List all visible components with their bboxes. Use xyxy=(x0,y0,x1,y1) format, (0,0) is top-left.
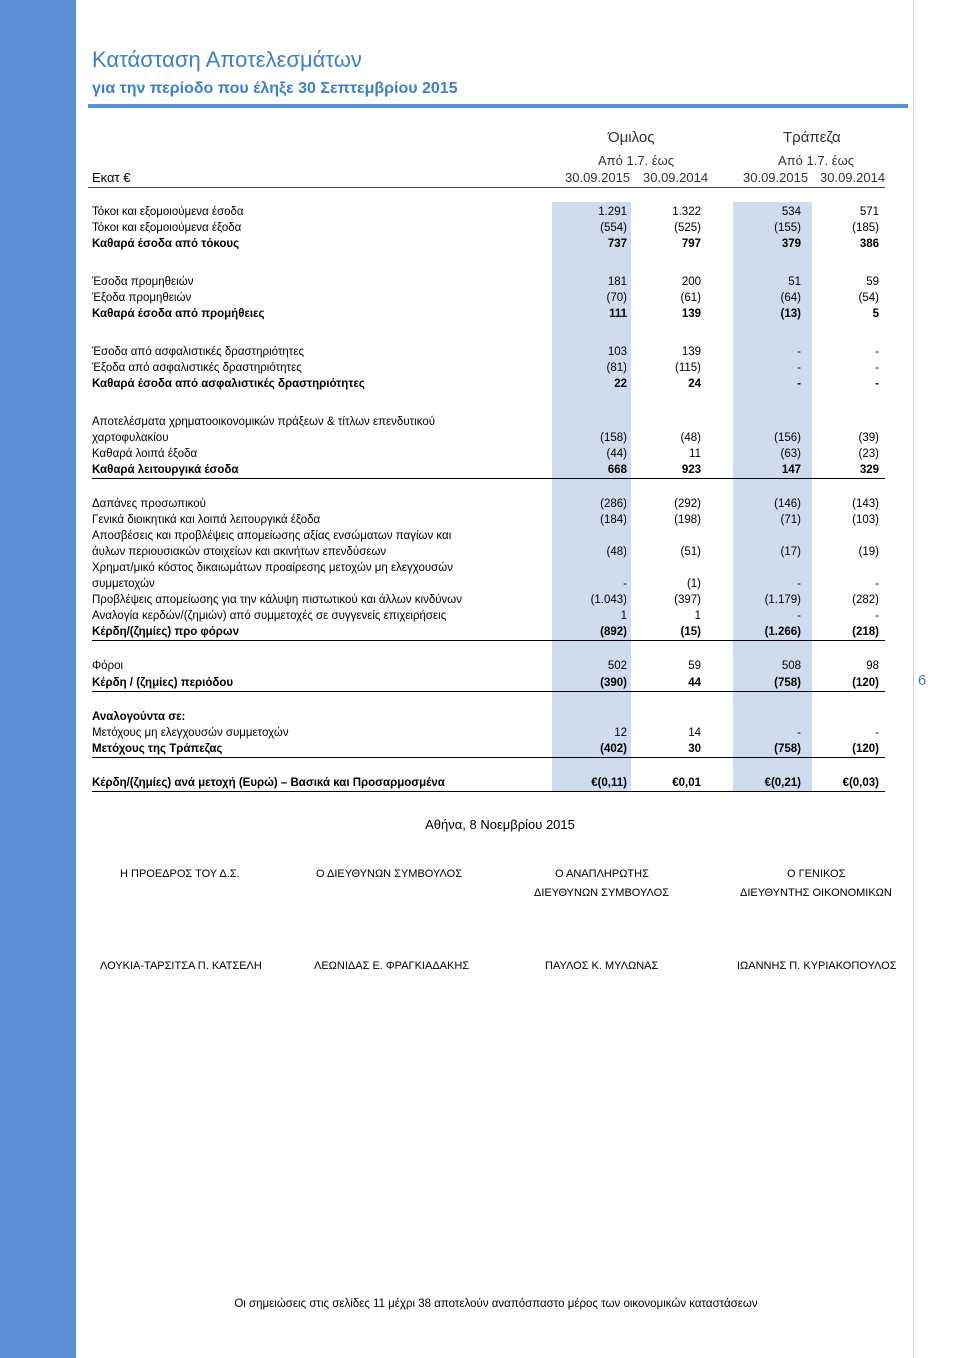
signatory-4-title: Ο ΓΕΝΙΚΟΣ xyxy=(787,868,846,880)
row-value-col-2: 11 xyxy=(689,448,701,460)
row-value-col-3: (758) xyxy=(774,677,801,689)
row-value-col-2: 59 xyxy=(688,660,701,672)
row-label: Χρηματ/μικό κόστος δικαιωμάτων προαίρεσης μετοχών μη ελεγχουσών xyxy=(92,562,453,574)
row-value-col-3: 51 xyxy=(788,276,801,288)
date-col-2: 30.09.2014 xyxy=(643,170,709,185)
table-row xyxy=(92,675,885,692)
table-row xyxy=(92,658,885,674)
date-col-3: 30.09.2015 xyxy=(743,170,809,185)
row-label: Έσοδα προμηθειών xyxy=(92,276,194,288)
row-value-col-2: (397) xyxy=(674,594,701,606)
signatory-2-name: ΛΕΩΝΙΔΑΣ Ε. ΦΡΑΓΚΙΑΔΑΚΗΣ xyxy=(314,960,470,972)
bank-period-label: Από 1.7. έως xyxy=(778,153,854,168)
row-value-col-3: (63) xyxy=(780,448,801,460)
row-label: Καθαρά λειτουργικά έσοδα xyxy=(92,464,239,476)
row-value-col-1: (892) xyxy=(600,626,627,638)
row-value-col-1: (70) xyxy=(606,292,627,304)
row-value-col-4: 571 xyxy=(859,206,879,218)
row-value-col-1: (402) xyxy=(600,743,627,755)
row-value-col-1: 1.291 xyxy=(598,206,627,218)
row-value-col-4: 5 xyxy=(872,308,879,320)
page-number: 6 xyxy=(918,672,927,689)
table-row xyxy=(92,430,885,446)
table-row xyxy=(92,592,885,608)
row-value-col-4: - xyxy=(875,727,879,739)
table-row xyxy=(92,360,885,376)
row-value-col-3: 147 xyxy=(781,464,801,476)
row-value-col-1: 103 xyxy=(607,346,627,358)
table-row xyxy=(92,414,885,430)
row-label: Τόκοι και εξομοιούμενα έξοδα xyxy=(92,222,242,234)
row-value-col-1: (1.043) xyxy=(590,594,627,606)
page-subtitle: για την περίοδο που έληξε 30 Σεπτεμβρίου 2015 xyxy=(92,80,458,97)
row-value-col-1: (158) xyxy=(600,432,627,444)
table-row xyxy=(92,236,885,252)
row-value-col-2: (48) xyxy=(680,432,701,444)
row-value-col-4: 59 xyxy=(866,276,879,288)
row-value-col-3: (1.266) xyxy=(764,626,801,638)
row-value-col-3: (1.179) xyxy=(764,594,801,606)
row-value-col-4: €(0,03) xyxy=(842,777,879,789)
row-value-col-3: 534 xyxy=(781,206,801,218)
row-label: Αναλογούντα σε: xyxy=(92,711,186,723)
row-label: Κέρδη/(ζημίες) προ φόρων xyxy=(92,626,239,638)
row-value-col-4: - xyxy=(875,362,879,374)
signatory-4-name: ΙΩΑΝΝΗΣ Π. ΚΥΡΙΑΚΟΠΟΥΛΟΣ xyxy=(737,960,897,972)
row-value-col-3: (13) xyxy=(780,308,801,320)
row-value-col-1: 737 xyxy=(607,238,627,250)
row-value-col-4: (120) xyxy=(852,743,879,755)
table-row xyxy=(92,608,885,624)
row-value-col-2: (525) xyxy=(674,222,701,234)
table-row xyxy=(92,376,885,392)
row-value-col-1: 22 xyxy=(614,378,627,390)
row-label: άυλων περιουσιακών στοιχείων και ακινήτων επενδύσεων xyxy=(92,546,387,558)
row-value-col-2: 139 xyxy=(681,346,701,358)
row-label: Καθαρά λοιπά έξοδα xyxy=(92,448,198,460)
row-value-col-1: (184) xyxy=(600,514,627,526)
row-label: Γενικά διοικητικά και λοιπά λειτουργικά έξοδα xyxy=(92,514,321,526)
row-label: Φόροι xyxy=(92,660,124,672)
row-value-col-2: 30 xyxy=(688,743,701,755)
row-value-col-2: 923 xyxy=(681,464,701,476)
row-label: Καθαρά έσοδα από τόκους xyxy=(92,238,240,250)
row-label: Τόκοι και εξομοιούμενα έσοδα xyxy=(92,206,244,218)
table-row xyxy=(92,462,885,479)
table-row xyxy=(92,741,885,758)
row-label: Μετόχους μη ελεγχουσών συμμετοχών xyxy=(92,727,289,739)
table-row xyxy=(92,775,885,792)
row-value-col-4: (282) xyxy=(852,594,879,606)
table-row xyxy=(92,512,885,528)
table-row xyxy=(92,290,885,306)
row-label: Έξοδα από ασφαλιστικές δραστηριότητες xyxy=(92,362,302,374)
signatory-1-title: Η ΠΡΟΕΔΡΟΣ ΤΟΥ Δ.Σ. xyxy=(120,868,240,880)
row-value-col-1: 181 xyxy=(607,276,627,288)
row-label: Έσοδα από ασφαλιστικές δραστηριότητες xyxy=(92,346,305,358)
row-label: Δαπάνες προσωπικού xyxy=(92,498,206,510)
row-value-col-3: 379 xyxy=(781,238,801,250)
bank-header: Τράπεζα xyxy=(783,129,841,146)
row-value-col-1: 668 xyxy=(607,464,627,476)
row-value-col-3: (155) xyxy=(774,222,801,234)
group-header: Όμιλος xyxy=(608,129,655,146)
row-value-col-1: - xyxy=(623,578,627,590)
row-value-col-4: - xyxy=(875,578,879,590)
row-value-col-3: - xyxy=(797,346,801,358)
signatory-4-title-line2: ΔΙΕΥΘΥΝΤΗΣ ΟΙΚΟΝΟΜΙΚΩΝ xyxy=(740,887,892,899)
sidebar-band xyxy=(0,0,76,1358)
row-value-col-3: €(0,21) xyxy=(764,777,801,789)
row-value-col-2: (15) xyxy=(680,626,701,638)
row-value-col-2: (292) xyxy=(674,498,701,510)
row-value-col-4: - xyxy=(875,346,879,358)
table-row xyxy=(92,446,885,462)
row-value-col-3: (17) xyxy=(780,546,801,558)
row-value-col-1: €(0,11) xyxy=(591,777,627,789)
table-row xyxy=(92,344,885,360)
signatory-3-title: Ο ΑΝΑΠΛΗΡΩΤΗΣ xyxy=(555,868,649,880)
row-value-col-1: (48) xyxy=(606,546,627,558)
row-value-col-2: 14 xyxy=(688,727,701,739)
row-value-col-2: 44 xyxy=(688,677,701,689)
row-label: Κέρδη/(ζημίες) ανά μετοχή (Ευρώ) – Βασικά και Προσαρμοσμένα xyxy=(92,777,445,789)
row-label: συμμετοχών xyxy=(92,578,155,590)
row-value-col-3: (156) xyxy=(774,432,801,444)
date-col-1: 30.09.2015 xyxy=(565,170,631,185)
page-title: Κατάσταση Αποτελεσμάτων xyxy=(92,47,362,72)
row-value-col-1: 502 xyxy=(607,660,627,672)
table-row xyxy=(92,220,885,236)
row-value-col-3: (64) xyxy=(780,292,801,304)
table-row xyxy=(92,274,885,290)
table-row xyxy=(92,204,885,220)
title-divider xyxy=(88,104,908,108)
group-period-label: Από 1.7. έως xyxy=(598,153,674,168)
row-value-col-2: (115) xyxy=(675,362,701,374)
row-value-col-2: 200 xyxy=(681,276,701,288)
row-label: Αποσβέσεις και προβλέψεις απομείωσης αξίας ενσώματων παγίων και xyxy=(92,530,452,542)
table-row xyxy=(92,709,885,725)
row-value-col-2: 1.322 xyxy=(672,206,701,218)
row-value-col-3: 508 xyxy=(781,660,801,672)
row-label: Μετόχους της Τράπεζας xyxy=(92,743,223,755)
signature-date: Αθήνα, 8 Νοεμβρίου 2015 xyxy=(425,817,575,832)
row-value-col-3: - xyxy=(797,578,801,590)
row-value-col-4: (39) xyxy=(858,432,879,444)
row-value-col-2: (198) xyxy=(674,514,701,526)
row-value-col-1: (286) xyxy=(600,498,627,510)
row-value-col-4: (19) xyxy=(858,546,879,558)
row-label: Κέρδη / (ζημίες) περιόδου xyxy=(92,677,234,689)
row-value-col-4: 329 xyxy=(859,464,879,476)
row-value-col-3: - xyxy=(797,610,801,622)
row-value-col-2: 1 xyxy=(694,610,701,622)
table-row xyxy=(92,496,885,512)
table-row xyxy=(92,544,885,560)
signatory-1-name: ΛΟΥΚΙΑ-ΤΑΡΣΙΤΣΑ Π. ΚΑΤΣΕΛΗ xyxy=(100,960,262,972)
row-value-col-2: 139 xyxy=(681,308,701,320)
row-value-col-1: 1 xyxy=(620,610,627,622)
row-label: Αναλογία κερδών/(ζημιών) από συμμετοχές σε συγγενείς επιχειρήσεις xyxy=(92,610,447,622)
row-value-col-4: 98 xyxy=(866,660,879,672)
row-value-col-4: (23) xyxy=(858,448,879,460)
date-col-4: 30.09.2014 xyxy=(820,170,886,185)
row-value-col-2: 24 xyxy=(688,378,701,390)
footer-note: Οι σημειώσεις στις σελίδες 11 μέχρι 38 αποτελούν αναπόσπαστο μέρος των οικονομικών καταστάσεων xyxy=(234,1298,758,1310)
row-value-col-1: (554) xyxy=(600,222,627,234)
table-row xyxy=(92,624,885,641)
row-value-col-4: 386 xyxy=(859,238,879,250)
row-label: Προβλέψεις απομείωσης για την κάλυψη πιστωτικού και άλλων κινδύνων xyxy=(92,594,463,606)
row-value-col-2: (51) xyxy=(680,546,701,558)
row-label: Καθαρά έσοδα από προμήθειες xyxy=(92,308,265,320)
signatory-3-name: ΠΑΥΛΟΣ Κ. ΜΥΛΩΝΑΣ xyxy=(545,960,659,972)
row-value-col-4: - xyxy=(875,378,879,390)
table-row xyxy=(92,560,885,576)
row-value-col-3: - xyxy=(797,727,801,739)
page-edge-line xyxy=(913,0,914,1358)
row-label: χαρτοφυλακίου xyxy=(92,432,169,444)
row-value-col-1: (44) xyxy=(606,448,627,460)
unit-label: Εκατ € xyxy=(92,170,131,185)
row-value-col-1: (390) xyxy=(600,677,627,689)
row-value-col-4: (218) xyxy=(852,626,879,638)
table-row xyxy=(92,528,885,544)
row-label: Καθαρά έσοδα από ασφαλιστικές δραστηριότητες xyxy=(92,378,365,390)
row-value-col-3: (71) xyxy=(780,514,801,526)
row-value-col-3: (758) xyxy=(774,743,801,755)
row-label: Έξοδα προμηθειών xyxy=(92,292,192,304)
signatory-3-title-line2: ΔΙΕΥΘΥΝΩΝ ΣΥΜΒΟΥΛΟΣ xyxy=(534,887,669,899)
row-value-col-1: 12 xyxy=(614,727,627,739)
row-value-col-3: - xyxy=(797,362,801,374)
row-value-col-1: (81) xyxy=(606,362,627,374)
row-value-col-2: 797 xyxy=(681,238,701,250)
row-value-col-4: (54) xyxy=(858,292,879,304)
row-value-col-2: €0,01 xyxy=(672,777,701,789)
table-row xyxy=(92,576,885,592)
row-value-col-2: (61) xyxy=(680,292,701,304)
row-value-col-4: (120) xyxy=(852,677,879,689)
row-value-col-2: (1) xyxy=(686,578,701,590)
row-label: Αποτελέσματα χρηματοοικονομικών πράξεων & τίτλων επενδυτικού xyxy=(92,416,436,428)
row-value-col-4: (103) xyxy=(852,514,879,526)
row-value-col-3: (146) xyxy=(774,498,801,510)
row-value-col-3: - xyxy=(797,378,801,390)
signatory-2-title: Ο ΔΙΕΥΘΥΝΩΝ ΣΥΜΒΟΥΛΟΣ xyxy=(316,868,463,880)
row-value-col-4: (185) xyxy=(852,222,879,234)
row-value-col-4: - xyxy=(875,610,879,622)
header-divider xyxy=(88,187,885,188)
row-value-col-4: (143) xyxy=(852,498,879,510)
table-row xyxy=(92,725,885,741)
table-row xyxy=(92,306,885,322)
row-value-col-1: 111 xyxy=(609,308,627,320)
